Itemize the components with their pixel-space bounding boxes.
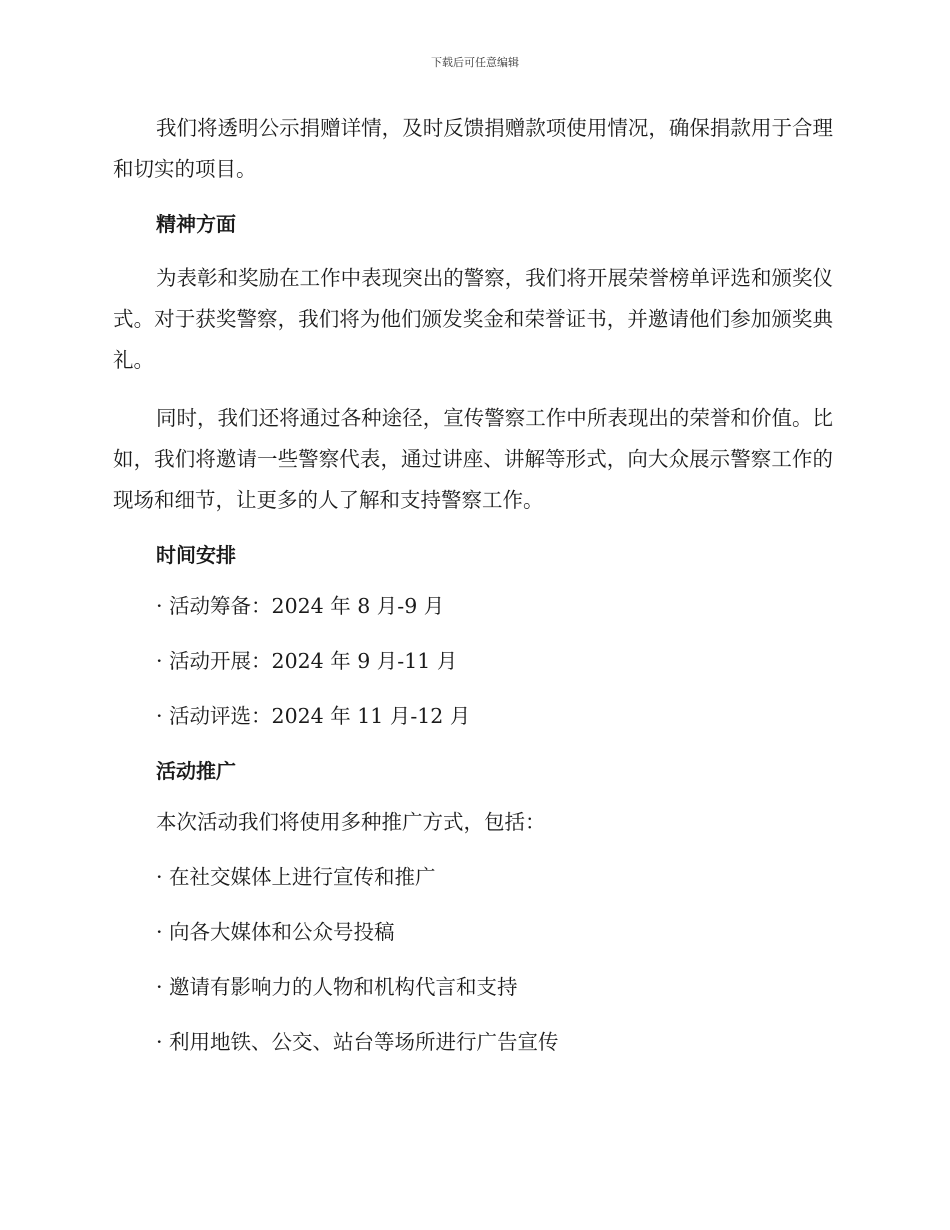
list-item-transit-ads: · 利用地铁、公交、站台等场所进行广告宣传	[156, 1030, 559, 1054]
list-item-execution: · 活动开展：2024 年 9 月-11 月	[156, 649, 458, 673]
list-item-evaluation: · 活动评选：2024 年 11 月-12 月	[156, 704, 471, 728]
section-heading-schedule: 时间安排	[156, 543, 236, 567]
list-item-social-media: · 在社交媒体上进行宣传和推广	[156, 865, 436, 889]
list-item-media-submission: · 向各大媒体和公众号投稿	[156, 920, 395, 944]
document-body	[113, 108, 833, 1080]
paragraph-publicity-value: 同时，我们还将通过各种途径，宣传警察工作中所表现出的荣誉和价值。比如，我们将邀请一些警察代表，通过讲座、讲解等形式，向大众展示警察工作的现场和细节，让更多的人了解和支持警察工作。	[113, 406, 833, 512]
promotion-intro: 本次活动我们将使用多种推广方式，包括：	[156, 810, 546, 834]
list-item-preparation: · 活动筹备：2024 年 8 月-9 月	[156, 594, 445, 618]
section-heading-promotion: 活动推广	[156, 759, 236, 783]
paragraph-honor-awards: 为表彰和奖励在工作中表现突出的警察，我们将开展荣誉榜单评选和颁奖仪式。对于获奖警察，我们将为他们颁发奖金和荣誉证书，并邀请他们参加颁奖典礼。	[113, 266, 833, 372]
section-heading-spirit: 精神方面	[156, 212, 236, 236]
list-item-endorsement: · 邀请有影响力的人物和机构代言和支持	[156, 975, 518, 999]
paragraph-donation-transparency: 我们将透明公示捐赠详情，及时反馈捐赠款项使用情况，确保捐款用于合理和切实的项目。	[113, 116, 833, 181]
page-header: 下载后可任意编辑	[431, 56, 519, 69]
